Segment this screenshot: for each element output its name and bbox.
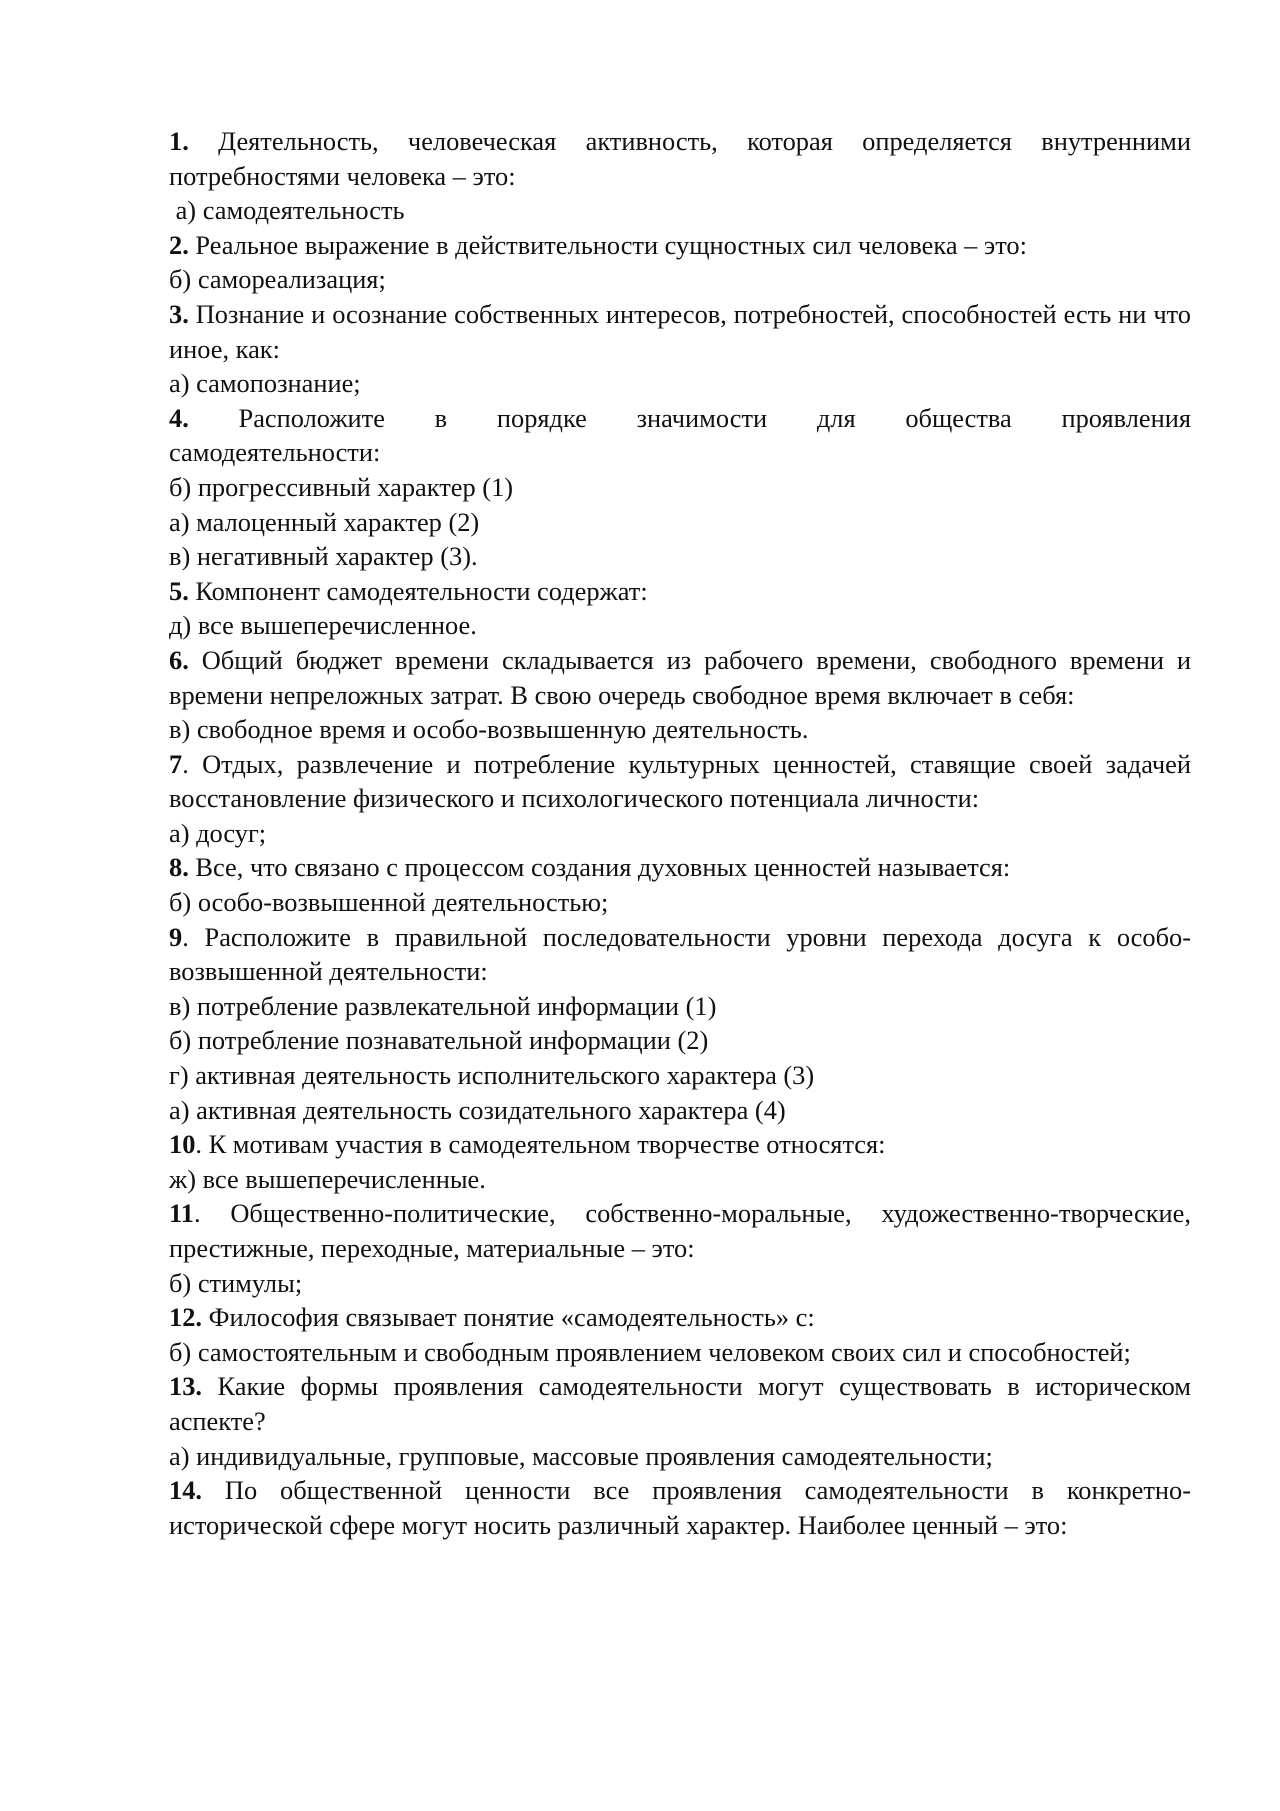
- question-7: [169, 747, 1191, 816]
- question-text: Компонент самодеятельности содержат:: [188, 575, 648, 606]
- answer-text: в) негативный характер (3).: [169, 541, 478, 572]
- question-text: Реальное выражение в действительности сущностных сил человека – это:: [188, 229, 1027, 260]
- answer-text: д) все вышеперечисленное.: [169, 610, 477, 641]
- question-number: 8.: [169, 852, 189, 883]
- answer-6: [169, 712, 1191, 747]
- question-text: . Расположите в правильной последовательности уровни перехода досуга к особо-возвышенной деятельности:: [169, 921, 1191, 987]
- question-4: [169, 401, 1191, 470]
- question-number: 12.: [169, 1302, 202, 1333]
- question-number: 10: [169, 1129, 196, 1160]
- question-text: Деятельность, человеческая активность, которая определяется внутренними потребностями человека – это:: [169, 126, 1191, 191]
- answer-11: [169, 1266, 1191, 1301]
- question-text: Познание и осознание собственных интересов, потребностей, способностей есть ни что иное, как:: [169, 298, 1191, 364]
- question-text: Расположите в порядке значимости для общества проявления самодеятельности:: [169, 402, 1191, 468]
- answer-text: б) особо-возвышенной деятельностью;: [169, 887, 609, 918]
- question-text: Общий бюджет времени складывается из рабочего времени, свободного времени и времени непреложных затрат. В свою очередь свободное время включает в себя:: [169, 644, 1191, 710]
- question-number: 11: [169, 1198, 194, 1229]
- answer-4-1: [169, 470, 1191, 505]
- question-3: [169, 297, 1191, 366]
- answer-text: а) активная деятельность созидательного характера (4): [169, 1094, 786, 1125]
- answer-text: а) самодеятельность: [169, 195, 405, 226]
- answer-13: [169, 1439, 1191, 1474]
- question-text: Все, что связано с процессом создания духовных ценностей называется:: [188, 852, 1011, 883]
- question-2: [169, 228, 1191, 263]
- answer-text: а) самопознание;: [169, 368, 361, 399]
- question-6: [169, 643, 1191, 712]
- question-10: [169, 1127, 1191, 1162]
- quiz-content: [169, 124, 1191, 1542]
- question-number: 7: [169, 748, 183, 779]
- answer-text: ж) все вышеперечисленные.: [169, 1163, 486, 1194]
- answer-5: [169, 608, 1191, 643]
- answer-9-1: [169, 989, 1191, 1024]
- answer-text: в) свободное время и особо-возвышенную деятельность.: [169, 714, 809, 745]
- question-text: Какие формы проявления самодеятельности могут существовать в историческом аспекте?: [169, 1371, 1191, 1436]
- question-number: 5.: [169, 575, 189, 606]
- question-number: 14.: [169, 1475, 202, 1506]
- question-5: [169, 574, 1191, 609]
- question-number: 9: [169, 921, 183, 952]
- question-number: 3.: [169, 298, 189, 329]
- question-number: 13.: [169, 1371, 202, 1402]
- question-14: [169, 1473, 1191, 1542]
- answer-9-4: [169, 1093, 1191, 1128]
- answer-text: в) потребление развлекательной информации (1): [169, 990, 717, 1021]
- answer-3: [169, 366, 1191, 401]
- question-1: [169, 124, 1191, 193]
- answer-2: [169, 262, 1191, 297]
- question-number: 4.: [169, 402, 189, 433]
- question-number: 2.: [169, 229, 189, 260]
- answer-8: [169, 885, 1191, 920]
- answer-text: а) индивидуальные, групповые, массовые проявления самодеятельности;: [169, 1440, 993, 1471]
- question-text: . Общественно-политические, собственно-моральные, художественно-творческие, престижные, переходные, материальные – это:: [169, 1198, 1191, 1263]
- question-number: 6.: [169, 644, 189, 675]
- question-number: 1.: [169, 126, 189, 156]
- answer-text: а) малоценный характер (2): [169, 506, 480, 537]
- answer-12: [169, 1335, 1191, 1370]
- question-8: [169, 850, 1191, 885]
- answer-4-3: [169, 539, 1191, 574]
- question-12: [169, 1300, 1191, 1335]
- answer-text: б) потребление познавательной информации (2): [169, 1025, 709, 1056]
- question-9: [169, 920, 1191, 989]
- answer-1: [169, 193, 1191, 228]
- answer-10: [169, 1162, 1191, 1197]
- answer-9-3: [169, 1058, 1191, 1093]
- answer-text: б) самореализация;: [169, 264, 386, 295]
- answer-9-2: [169, 1023, 1191, 1058]
- answer-4-2: [169, 505, 1191, 540]
- answer-text: б) самостоятельным и свободным проявлением человеком своих сил и способностей;: [169, 1336, 1131, 1367]
- answer-7: [169, 816, 1191, 851]
- question-text: По общественной ценности все проявления самодеятельности в конкретно-исторической сфере могут носить различный характер. Наиболее ценный – это:: [169, 1475, 1191, 1540]
- answer-text: а) досуг;: [169, 817, 267, 848]
- question-11: [169, 1196, 1191, 1265]
- question-text: . Отдых, развлечение и потребление культурных ценностей, ставящие своей задачей восстановление физического и психологического потенциала личности:: [169, 748, 1191, 814]
- question-text: . К мотивам участия в самодеятельном творчестве относятся:: [195, 1129, 886, 1160]
- question-text: Философия связывает понятие «самодеятельность» с:: [202, 1302, 815, 1333]
- answer-text: г) активная деятельность исполнительского характера (3): [169, 1060, 815, 1091]
- answer-text: б) стимулы;: [169, 1267, 303, 1298]
- answer-text: б) прогрессивный характер (1): [169, 471, 514, 502]
- question-13: [169, 1369, 1191, 1438]
